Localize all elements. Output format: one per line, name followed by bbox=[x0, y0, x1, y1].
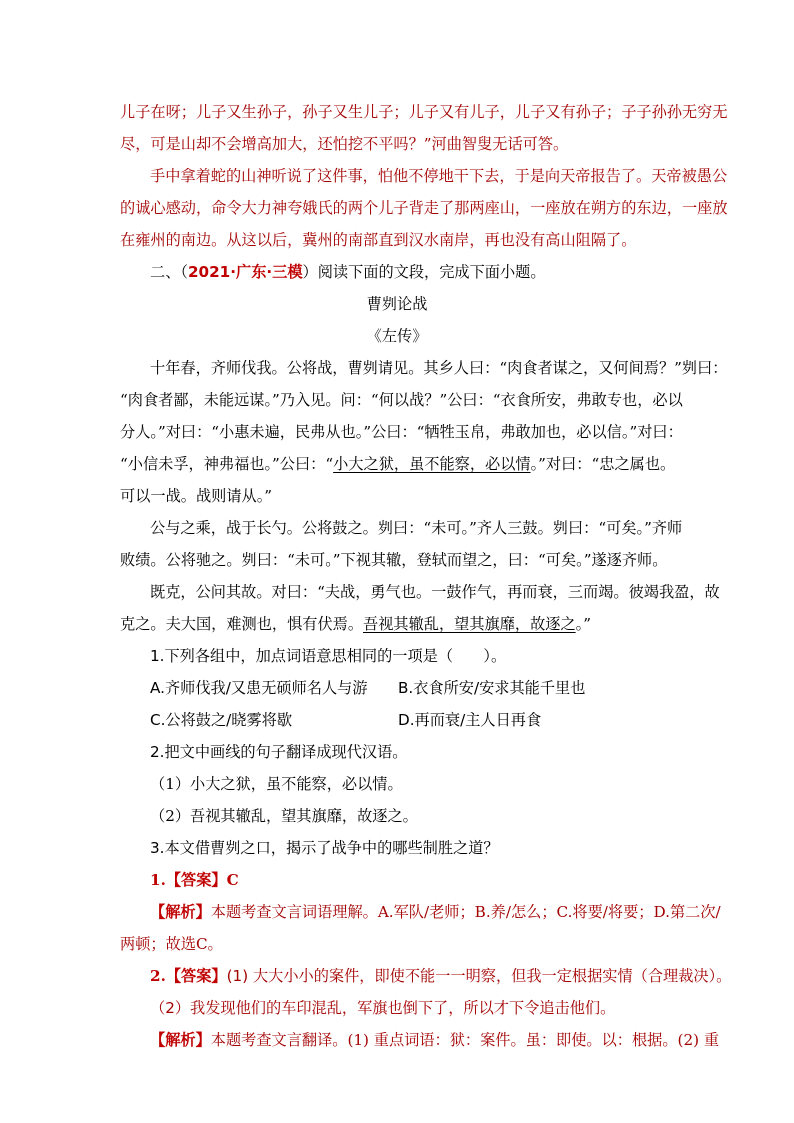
option-c: C.公将鼓之/晓雾将歇 bbox=[150, 711, 293, 729]
section-suffix: ）阅读下面的文段，完成下面小题。 bbox=[302, 263, 546, 281]
story-line: 手中拿着蛇的山神听说了这件事，怕他不停地干下去，于是向天帝报告了。天帝被愚公 bbox=[150, 167, 728, 185]
answer-value: C bbox=[226, 871, 239, 889]
answer-2 bbox=[150, 966, 731, 986]
question-1: 1.下列各组中，加点词语意思相同的一项是（ ）。 bbox=[150, 647, 507, 665]
underlined-sentence: 吾视其辙乱，望其旗靡，故逐之 bbox=[363, 615, 576, 633]
analysis-text: 本题考查文言翻译。(1) 重点词语：狱：案件。虽：即使。以：根据。(2) 重 bbox=[210, 1031, 720, 1049]
option-b: B.衣食所安/安求其能千里也 bbox=[398, 679, 586, 697]
answer-number: 1. bbox=[150, 871, 166, 889]
passage-line: 十年春，齐师伐我。公将战，曹刿请见。其乡人曰：“肉食者谋之，又何间焉？”刿曰： bbox=[150, 359, 728, 377]
answer-1 bbox=[150, 870, 239, 890]
passage-line: 公与之乘，战于长勺。公将鼓之。刿曰：“未可。”齐人三鼓。刿曰：“可矣。”齐师 bbox=[150, 519, 683, 537]
answer-value: (1) 大大小小的案件，即使不能一一明察，但我一定根据实情（合理裁决）。 bbox=[226, 967, 732, 985]
answer-tag: 【答案】 bbox=[165, 967, 227, 985]
passage-text: 。”对曰：“忠之属也。 bbox=[530, 455, 676, 473]
passage-line: 既克，公问其故。对曰：“夫战，勇气也。一鼓作气，再而衰，三而竭。彼竭我盈，故 bbox=[150, 583, 720, 601]
passage-line: 可以一战。战则请从。” bbox=[120, 487, 273, 505]
passage-title: 曹刿论战 bbox=[366, 295, 428, 313]
passage-text: “小信未孚，神弗福也。”公曰：“ bbox=[120, 455, 334, 473]
passage-text: 。” bbox=[575, 615, 591, 633]
answer-number: 2. bbox=[150, 967, 166, 985]
analysis-text: 两顿；故选C。 bbox=[120, 935, 223, 953]
story-line: 的诚心感动，命令大力神夸娥氏的两个儿子背走了那两座山，一座放在朔方的东边，一座放 bbox=[120, 199, 728, 217]
passage-line: 分人。”对曰：“小惠未遍，民弗从也。”公曰：“牺牲玉帛，弗敢加也，必以信。”对曰： bbox=[120, 423, 683, 441]
analysis-text: 本题考查文言词语理解。A.军队/老师；B.养/怎么；C.将要/将要；D.第二次/ bbox=[210, 903, 721, 921]
question-2: 2.把文中画线的句子翻译成现代汉语。 bbox=[150, 743, 408, 761]
question-2-item-1: （1）小大之狱，虽不能察，必以情。 bbox=[150, 775, 403, 793]
passage-line: “肉食者鄙，未能远谋。”乃入见。问：“何以战？”公曰：“衣食所安，弗敢专也，必以 bbox=[120, 391, 683, 409]
analysis-2 bbox=[150, 1030, 719, 1050]
story-line: 尽，可是山却不会增高加大，还怕挖不平吗？”河曲智叟无话可答。 bbox=[120, 135, 569, 153]
section-heading bbox=[150, 262, 546, 282]
option-a: A.齐师伐我/又患无硕师名人与游 bbox=[150, 679, 368, 697]
story-line: 儿子在呀；儿子又生孙子，孙子又生儿子；儿子又有儿子，儿子又有孙子；子子孙孙无穷无 bbox=[120, 103, 728, 121]
underlined-sentence: 小大之狱，虽不能察，必以情 bbox=[333, 455, 531, 473]
option-d: D.再而衰/主人日再食 bbox=[398, 711, 542, 729]
section-source: 2021·广东·三模 bbox=[187, 263, 303, 281]
section-prefix: 二、（ bbox=[150, 263, 188, 281]
analysis-tag: 【解析】 bbox=[150, 1031, 211, 1049]
passage-line bbox=[120, 454, 675, 474]
question-3: 3.本文借曹刿之口，揭示了战争中的哪些制胜之道？ bbox=[150, 839, 499, 857]
analysis-1 bbox=[150, 902, 721, 922]
passage-text: 克之。夫大国，难测也，惧有伏焉。 bbox=[120, 615, 363, 633]
answer-tag: 【答案】 bbox=[165, 871, 227, 889]
answer-value: （2）我发现他们的车印混乱，军旗也倒下了，所以才下令追击他们。 bbox=[150, 999, 616, 1017]
passage-line bbox=[120, 614, 591, 634]
analysis-tag: 【解析】 bbox=[150, 903, 211, 921]
question-2-item-2: （2）吾视其辙乱，望其旗靡，故逐之。 bbox=[150, 807, 418, 825]
passage-line: 败绩。公将驰之。刿曰：“未可。”下视其辙，登轼而望之，曰：“可矣。”遂逐齐师。 bbox=[120, 551, 668, 569]
story-line: 在雍州的南边。从这以后，冀州的南部直到汉水南岸，再也没有高山阻隔了。 bbox=[120, 231, 637, 249]
passage-source: 《左传》 bbox=[366, 327, 428, 345]
